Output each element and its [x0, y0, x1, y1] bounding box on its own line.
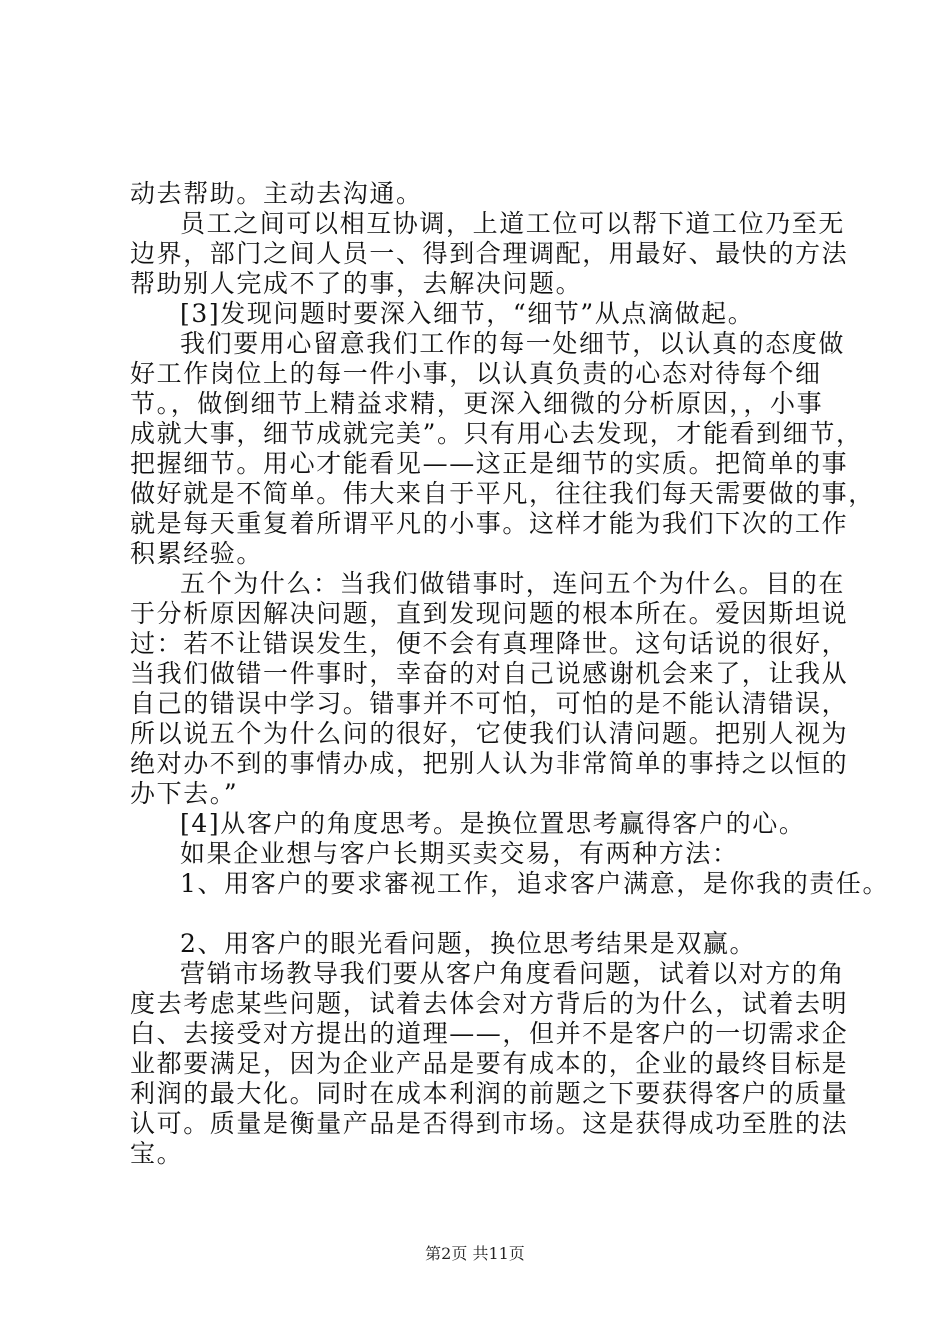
- text-line: 好工作岗位上的每一件小事，以认真负责的心态对待每个细: [130, 359, 822, 388]
- text-line: 节。，做倒细节上精益求精，更深入细微的分析原因，，小事: [130, 389, 824, 418]
- paragraph-start: 如果企业想与客户长期买卖交易，有两种方法：: [180, 839, 739, 868]
- text-line: 做好就是不简单。伟大来自于平凡，往往我们每天需要做的事，: [130, 479, 875, 508]
- list-item: 2、用客户的眼光看问题，换位思考结果是双赢。: [180, 929, 757, 958]
- text-line: 利润的最大化。同时在成本利润的前题之下要获得客户的质量: [130, 1079, 849, 1108]
- text-line: 白、去接受对方提出的道理——，但并不是客户的一切需求企: [130, 1019, 849, 1048]
- paragraph-start: 营销市场教导我们要从客户角度看问题，试着以对方的角: [180, 959, 846, 988]
- text-line: 积累经验。: [130, 539, 264, 568]
- paragraph-start: 员工之间可以相互协调，上道工位可以帮下道工位乃至无: [180, 209, 846, 238]
- section-heading: [4]从客户的角度思考。是换位置思考赢得客户的心。: [180, 809, 806, 838]
- text-line: 帮助别人完成不了的事，去解决问题。: [130, 269, 583, 298]
- text-line: 边界，部门之间人员一、得到合理调配，用最好、最快的方法: [130, 239, 849, 268]
- page-number: 第2页 共11页: [425, 1244, 525, 1263]
- text-line: 动去帮助。主动去沟通。: [130, 179, 423, 208]
- text-line: 宝。: [130, 1139, 184, 1168]
- text-line: 把握细节。用心才能看见——这正是细节的实质。把简单的事: [130, 449, 849, 478]
- paragraph-start: 五个为什么：当我们做错事时，连问五个为什么。目的在: [180, 569, 846, 598]
- text-line: 当我们做错一件事时，幸奋的对自己说感谢机会来了，让我从: [130, 659, 849, 688]
- text-line: 于分析原因解决问题，直到发现问题的根本所在。爱因斯坦说: [130, 599, 849, 628]
- text-line: 成就大事，细节成就完美”。只有用心去发现，才能看到细节，: [130, 419, 863, 448]
- text-line: 办下去。”: [130, 779, 239, 808]
- text-line: 度去考虑某些问题，试着去体会对方背后的为什么，试着去明: [130, 989, 849, 1018]
- list-item: 1、用客户的要求審视工作，追求客户满意，是你我的责任。: [180, 869, 890, 898]
- paragraph-start: 我们要用心留意我们工作的每一处细节，以认真的态度做: [180, 329, 846, 358]
- text-line: 过：若不让错误发生，便不会有真理降世。这句话说的很好，: [130, 629, 849, 658]
- text-line: 自己的错误中学习。错事并不可怕，可怕的是不能认清错误，: [130, 689, 849, 718]
- text-line: 所以说五个为什么问的很好，它使我们认清问题。把别人视为: [130, 719, 849, 748]
- text-line: 就是每天重复着所谓平凡的小事。这样才能为我们下次的工作: [130, 509, 849, 538]
- text-line: 业都要满足，因为企业产品是要有成本的，企业的最终目标是: [130, 1049, 849, 1078]
- text-line: 认可。质量是衡量产品是否得到市场。这是获得成功至胜的法: [130, 1109, 849, 1138]
- section-heading: [3]发现问题时要深入细节，“细节”从点滴做起。: [180, 299, 755, 328]
- text-line: 绝对办不到的事情办成，把别人认为非常简单的事持之以恒的: [130, 749, 849, 778]
